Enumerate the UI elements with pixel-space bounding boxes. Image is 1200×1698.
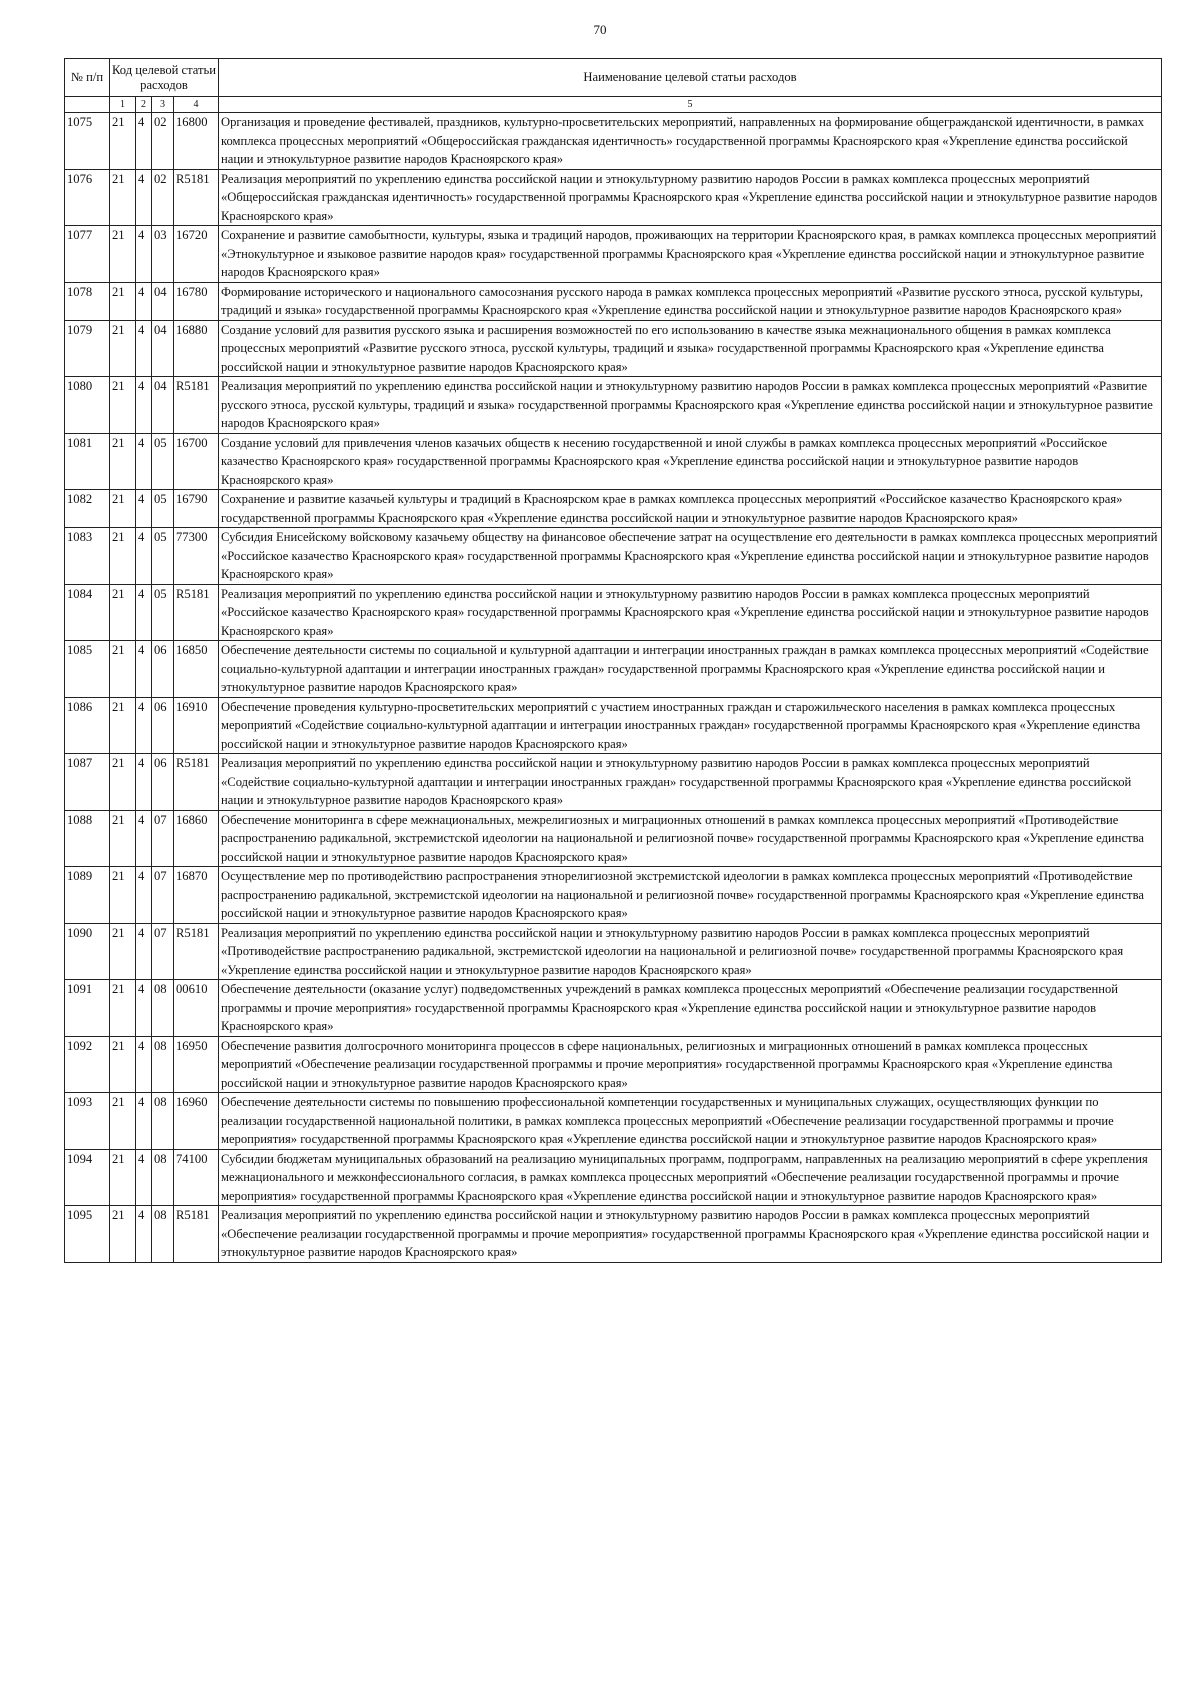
header-colnum: 3 [152, 97, 174, 113]
expense-item-name: Сохранение и развитие самобытности, культуры, языка и традиций народов, проживающих на территории Красноярского края, в рамках комплекса процессных мероприятий «Этнокультурное и языковое развитие народов края» государственной программы Красноярского края «Укрепление единства российской нации и этнокультурное развитие народов Красноярского края» [219, 226, 1162, 283]
code-part-3: 03 [152, 226, 174, 283]
table-row [65, 1093, 1162, 1150]
code-part-4: 16780 [174, 282, 219, 320]
code-part-4: 16910 [174, 697, 219, 754]
code-part-3: 04 [152, 377, 174, 434]
table-row [65, 754, 1162, 811]
expense-item-name: Реализация мероприятий по укреплению единства российской нации и этнокультурному развитию народов России в рамках комплекса процессных мероприятий «Противодействие распространению радикальной, экстремистской идеологии на национальной и религиозной почве» государственной программы Красноярского края «Укрепление единства российской нации и этнокультурное развитие народов Красноярского края» [219, 923, 1162, 980]
code-part-4: R5181 [174, 377, 219, 434]
code-part-2: 4 [136, 528, 152, 585]
header-name: Наименование целевой статьи расходов [219, 59, 1162, 97]
code-part-3: 08 [152, 1093, 174, 1150]
code-part-1: 21 [110, 923, 136, 980]
table-row [65, 584, 1162, 641]
table-row [65, 1206, 1162, 1263]
code-part-2: 4 [136, 169, 152, 226]
row-number: 1092 [65, 1036, 110, 1093]
row-number: 1080 [65, 377, 110, 434]
row-number: 1086 [65, 697, 110, 754]
table-row [65, 490, 1162, 528]
expense-item-name: Субсидия Енисейскому войсковому казачьему обществу на финансовое обеспечение затрат на осуществление его деятельности в рамках комплекса процессных мероприятий «Российское казачество Красноярского края» государственной программы Красноярского края «Укрепление единства российской нации и этнокультурное развитие народов Красноярского края» [219, 528, 1162, 585]
table-row [65, 641, 1162, 698]
table-row [65, 810, 1162, 867]
table-header [65, 59, 1162, 113]
row-number: 1083 [65, 528, 110, 585]
header-colnum: 1 [110, 97, 136, 113]
code-part-1: 21 [110, 1093, 136, 1150]
code-part-1: 21 [110, 980, 136, 1037]
code-part-4: 16790 [174, 490, 219, 528]
code-part-4: R5181 [174, 584, 219, 641]
header-colnum-empty [65, 97, 110, 113]
table-row [65, 169, 1162, 226]
table-body [65, 113, 1162, 1263]
code-part-4: 16850 [174, 641, 219, 698]
code-part-2: 4 [136, 810, 152, 867]
row-number: 1084 [65, 584, 110, 641]
expense-item-name: Реализация мероприятий по укреплению единства российской нации и этнокультурному развитию народов России в рамках комплекса процессных мероприятий «Обеспечение реализации государственной программы и прочие мероприятия» государственной программы Красноярского края «Укрепление единства российской нации и этнокультурное развитие народов Красноярского края» [219, 1206, 1162, 1263]
expense-item-name: Обеспечение проведения культурно-просветительских мероприятий с участием иностранных граждан и старожильческого населения в рамках комплекса процессных мероприятий «Содействие социально-культурной адаптации и интеграции иностранных граждан» государственной программы Красноярского края «Укрепление единства российской нации и этнокультурное развитие народов Красноярского края» [219, 697, 1162, 754]
code-part-4: 74100 [174, 1149, 219, 1206]
table-row [65, 697, 1162, 754]
code-part-2: 4 [136, 377, 152, 434]
code-part-1: 21 [110, 490, 136, 528]
code-part-3: 07 [152, 810, 174, 867]
code-part-2: 4 [136, 1149, 152, 1206]
code-part-3: 08 [152, 980, 174, 1037]
table-row [65, 433, 1162, 490]
code-part-1: 21 [110, 320, 136, 377]
code-part-3: 02 [152, 113, 174, 170]
code-part-4: 16800 [174, 113, 219, 170]
code-part-2: 4 [136, 641, 152, 698]
table-row [65, 226, 1162, 283]
expense-item-name: Обеспечение деятельности (оказание услуг) подведомственных учреждений в рамках комплекса процессных мероприятий «Обеспечение реализации государственной программы и прочие мероприятия» государственной программы Красноярского края «Укрепление единства российской нации и этнокультурное развитие народов Красноярского края» [219, 980, 1162, 1037]
code-part-1: 21 [110, 697, 136, 754]
budget-codes-table [64, 58, 1162, 1263]
row-number: 1075 [65, 113, 110, 170]
code-part-2: 4 [136, 490, 152, 528]
code-part-2: 4 [136, 282, 152, 320]
code-part-3: 07 [152, 867, 174, 924]
expense-item-name: Субсидии бюджетам муниципальных образований на реализацию муниципальных программ, подпрограмм, направленных на реализацию мероприятий в сфере укрепления межнационального и межконфессионального согласия, в рамках комплекса процессных мероприятий «Обеспечение реализации государственной программы и прочие мероприятия» государственной программы Красноярского края «Укрепление единства российской нации и этнокультурное развитие народов Красноярского края» [219, 1149, 1162, 1206]
code-part-4: 16880 [174, 320, 219, 377]
code-part-1: 21 [110, 1206, 136, 1263]
row-number: 1093 [65, 1093, 110, 1150]
row-number: 1094 [65, 1149, 110, 1206]
code-part-1: 21 [110, 641, 136, 698]
header-no: № п/п [65, 59, 110, 97]
code-part-3: 08 [152, 1149, 174, 1206]
code-part-3: 06 [152, 641, 174, 698]
row-number: 1088 [65, 810, 110, 867]
row-number: 1081 [65, 433, 110, 490]
header-colnum: 5 [219, 97, 1162, 113]
page-number: 70 [593, 22, 607, 37]
expense-item-name: Реализация мероприятий по укреплению единства российской нации и этнокультурному развитию народов России в рамках комплекса процессных мероприятий «Общероссийская гражданская идентичность» государственной программы Красноярского края «Укрепление единства российской нации и этнокультурное развитие народов Красноярского края» [219, 169, 1162, 226]
code-part-2: 4 [136, 226, 152, 283]
code-part-3: 04 [152, 282, 174, 320]
row-number: 1082 [65, 490, 110, 528]
row-number: 1087 [65, 754, 110, 811]
expense-item-name: Создание условий для развития русского языка и расширения возможностей по его использованию в качестве языка межнационального общения в рамках комплекса процессных мероприятий «Развитие русского этноса, русской культуры, традиций и языка» государственной программы Красноярского края «Укрепление единства российской нации и этнокультурное развитие народов Красноярского края» [219, 320, 1162, 377]
code-part-2: 4 [136, 1206, 152, 1263]
code-part-2: 4 [136, 867, 152, 924]
expense-item-name: Осуществление мер по противодействию распространения этнорелигиозной экстремистской идеологии в рамках комплекса процессных мероприятий «Противодействие распространению радикальной, экстремистской идеологии на национальной и религиозной почве» государственной программы Красноярского края «Укрепление единства российской нации и этнокультурное развитие народов Красноярского края» [219, 867, 1162, 924]
row-number: 1085 [65, 641, 110, 698]
code-part-2: 4 [136, 980, 152, 1037]
row-number: 1079 [65, 320, 110, 377]
code-part-4: R5181 [174, 1206, 219, 1263]
row-number: 1090 [65, 923, 110, 980]
table-row [65, 282, 1162, 320]
expense-item-name: Обеспечение развития долгосрочного мониторинга процессов в сфере национальных, религиозных и миграционных отношений в рамках комплекса процессных мероприятий «Обеспечение реализации государственной программы и прочие мероприятия» государственной программы Красноярского края «Укрепление единства российской нации и этнокультурное развитие народов Красноярского края» [219, 1036, 1162, 1093]
code-part-2: 4 [136, 697, 152, 754]
code-part-1: 21 [110, 226, 136, 283]
table-row [65, 528, 1162, 585]
code-part-1: 21 [110, 433, 136, 490]
table-row [65, 320, 1162, 377]
row-number: 1078 [65, 282, 110, 320]
table-row [65, 923, 1162, 980]
code-part-3: 04 [152, 320, 174, 377]
code-part-2: 4 [136, 1036, 152, 1093]
code-part-4: R5181 [174, 754, 219, 811]
code-part-3: 05 [152, 433, 174, 490]
expense-item-name: Реализация мероприятий по укреплению единства российской нации и этнокультурному развитию народов России в рамках комплекса процессных мероприятий «Развитие русского этноса, русской культуры, традиций и языка» государственной программы Красноярского края «Укрепление единства российской нации и этнокультурное развитие народов Красноярского края» [219, 377, 1162, 434]
expense-item-name: Реализация мероприятий по укреплению единства российской нации и этнокультурному развитию народов России в рамках комплекса процессных мероприятий «Содействие социально-культурной адаптации и интеграции иностранных граждан» государственной программы Красноярского края «Укрепление единства российской нации и этнокультурное развитие народов Красноярского края» [219, 754, 1162, 811]
code-part-2: 4 [136, 433, 152, 490]
code-part-4: 00610 [174, 980, 219, 1037]
row-number: 1091 [65, 980, 110, 1037]
table-row [65, 113, 1162, 170]
code-part-1: 21 [110, 528, 136, 585]
expense-item-name: Создание условий для привлечения членов казачьих обществ к несению государственной и иной службы в рамках комплекса процессных мероприятий «Российское казачество Красноярского края» государственной программы Красноярского края «Укрепление единства российской нации и этнокультурное развитие народов Красноярского края» [219, 433, 1162, 490]
code-part-4: 16960 [174, 1093, 219, 1150]
code-part-3: 08 [152, 1206, 174, 1263]
code-part-4: 16870 [174, 867, 219, 924]
header-colnum: 2 [136, 97, 152, 113]
expense-item-name: Обеспечение деятельности системы по повышению профессиональной компетенции государственных и муниципальных служащих, осуществляющих функции по реализации государственной национальной политики, в рамках комплекса процессных мероприятий «Обеспечение реализации государственной программы и прочие мероприятия» государственной программы Красноярского края «Укрепление единства российской нации и этнокультурное развитие народов Красноярского края» [219, 1093, 1162, 1150]
table-row [65, 1149, 1162, 1206]
code-part-3: 02 [152, 169, 174, 226]
code-part-4: 16860 [174, 810, 219, 867]
code-part-1: 21 [110, 1149, 136, 1206]
code-part-3: 05 [152, 528, 174, 585]
expense-item-name: Реализация мероприятий по укреплению единства российской нации и этнокультурному развитию народов России в рамках комплекса процессных мероприятий «Российское казачество Красноярского края» государственной программы Красноярского края «Укрепление единства российской нации и этнокультурное развитие народов Красноярского края» [219, 584, 1162, 641]
row-number: 1089 [65, 867, 110, 924]
table-row [65, 867, 1162, 924]
code-part-2: 4 [136, 754, 152, 811]
row-number: 1076 [65, 169, 110, 226]
code-part-4: 16950 [174, 1036, 219, 1093]
expense-item-name: Обеспечение мониторинга в сфере межнациональных, межрелигиозных и миграционных отношений в рамках комплекса процессных мероприятий «Противодействие распространению радикальной, экстремистской идеологии на национальной и религиозной почве» государственной программы Красноярского края «Укрепление единства российской нации и этнокультурное развитие народов Красноярского края» [219, 810, 1162, 867]
code-part-1: 21 [110, 810, 136, 867]
code-part-1: 21 [110, 377, 136, 434]
code-part-1: 21 [110, 1036, 136, 1093]
code-part-2: 4 [136, 923, 152, 980]
header-colnum: 4 [174, 97, 219, 113]
code-part-1: 21 [110, 113, 136, 170]
expense-item-name: Организация и проведение фестивалей, праздников, культурно-просветительских мероприятий, направленных на формирование общегражданской идентичности, в рамках комплекса процессных мероприятий «Общероссийская гражданская идентичность» государственной программы Красноярского края «Укрепление единства российской нации и этнокультурное развитие народов Красноярского края» [219, 113, 1162, 170]
code-part-3: 05 [152, 490, 174, 528]
expense-item-name: Обеспечение деятельности системы по социальной и культурной адаптации и интеграции иностранных граждан в рамках комплекса процессных мероприятий «Содействие социально-культурной адаптации и интеграции иностранных граждан» государственной программы Красноярского края «Укрепление единства российской нации и этнокультурное развитие народов Красноярского края» [219, 641, 1162, 698]
code-part-3: 06 [152, 697, 174, 754]
table-row [65, 1036, 1162, 1093]
code-part-4: 16720 [174, 226, 219, 283]
code-part-1: 21 [110, 584, 136, 641]
code-part-1: 21 [110, 169, 136, 226]
code-part-3: 05 [152, 584, 174, 641]
code-part-2: 4 [136, 320, 152, 377]
table-row [65, 980, 1162, 1037]
code-part-2: 4 [136, 1093, 152, 1150]
code-part-4: R5181 [174, 169, 219, 226]
row-number: 1077 [65, 226, 110, 283]
code-part-1: 21 [110, 282, 136, 320]
header-code: Код целевой статьи расходов [110, 59, 219, 97]
code-part-3: 06 [152, 754, 174, 811]
row-number: 1095 [65, 1206, 110, 1263]
code-part-4: R5181 [174, 923, 219, 980]
code-part-4: 16700 [174, 433, 219, 490]
code-part-2: 4 [136, 584, 152, 641]
code-part-2: 4 [136, 113, 152, 170]
code-part-1: 21 [110, 754, 136, 811]
code-part-1: 21 [110, 867, 136, 924]
expense-item-name: Сохранение и развитие казачьей культуры и традиций в Красноярском крае в рамках комплекса процессных мероприятий «Российское казачество Красноярского края» государственной программы Красноярского края «Укрепление единства российской нации и этнокультурное развитие народов Красноярского края» [219, 490, 1162, 528]
table-row [65, 377, 1162, 434]
code-part-3: 07 [152, 923, 174, 980]
code-part-3: 08 [152, 1036, 174, 1093]
code-part-4: 77300 [174, 528, 219, 585]
expense-item-name: Формирование исторического и национального самосознания русского народа в рамках комплекса процессных мероприятий «Развитие русского этноса, русской культуры, традиций и языка» государственной программы Красноярского края «Укрепление единства российской нации и этнокультурное развитие народов Красноярского края» [219, 282, 1162, 320]
